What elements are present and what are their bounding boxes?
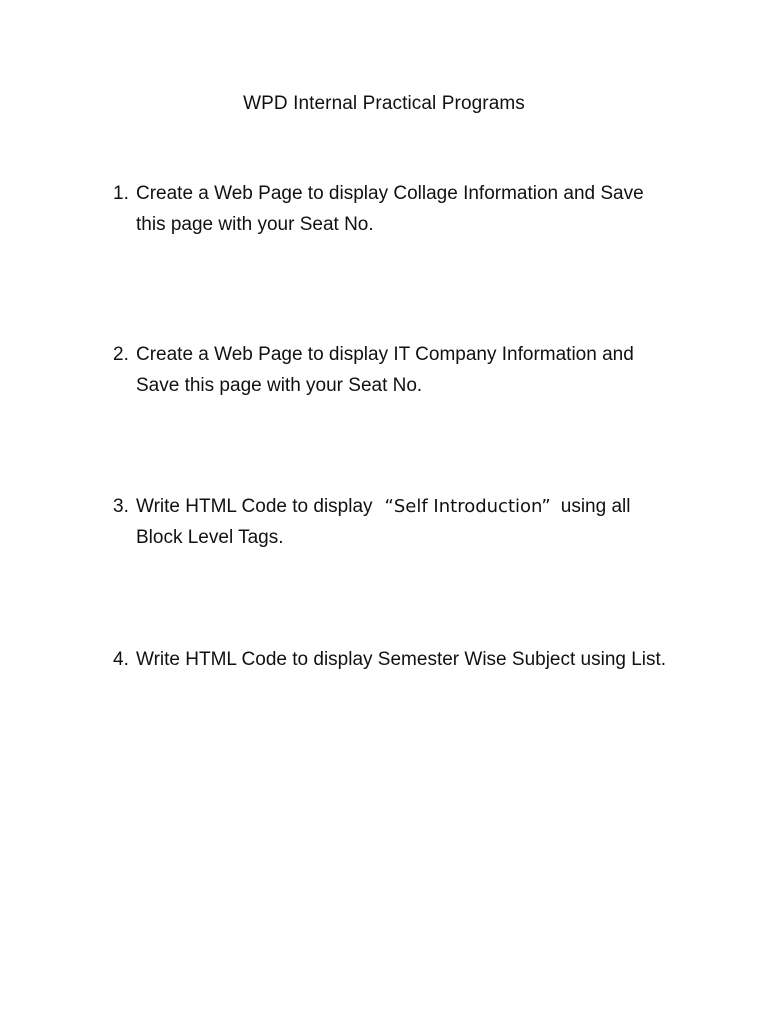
list-item-number: 2.	[113, 344, 129, 365]
list-item-number: 3.	[113, 496, 129, 517]
list-item-text-after: using all Block Level Tags.	[136, 496, 631, 548]
document-title: WPD Internal Practical Programs	[243, 93, 525, 114]
list-item	[113, 178, 673, 240]
list-item-text: Create a Web Page to display IT Company Information and Save this page with your Seat No.	[136, 344, 634, 396]
list-item-text	[136, 491, 673, 553]
list-item-text: Write HTML Code to display Semester Wise Subject using List.	[136, 649, 667, 670]
list-item	[113, 491, 673, 553]
list-item-number: 4.	[113, 649, 129, 670]
list-item-text: Create a Web Page to display Collage Information and Save this page with your Seat No.	[136, 183, 644, 235]
list-item-text-before: Write HTML Code to display	[136, 496, 373, 517]
list-item-number: 1.	[113, 183, 129, 204]
quoted-phrase: “Self Introduction”	[384, 496, 551, 517]
list-item	[113, 644, 673, 675]
list-item	[113, 339, 673, 401]
